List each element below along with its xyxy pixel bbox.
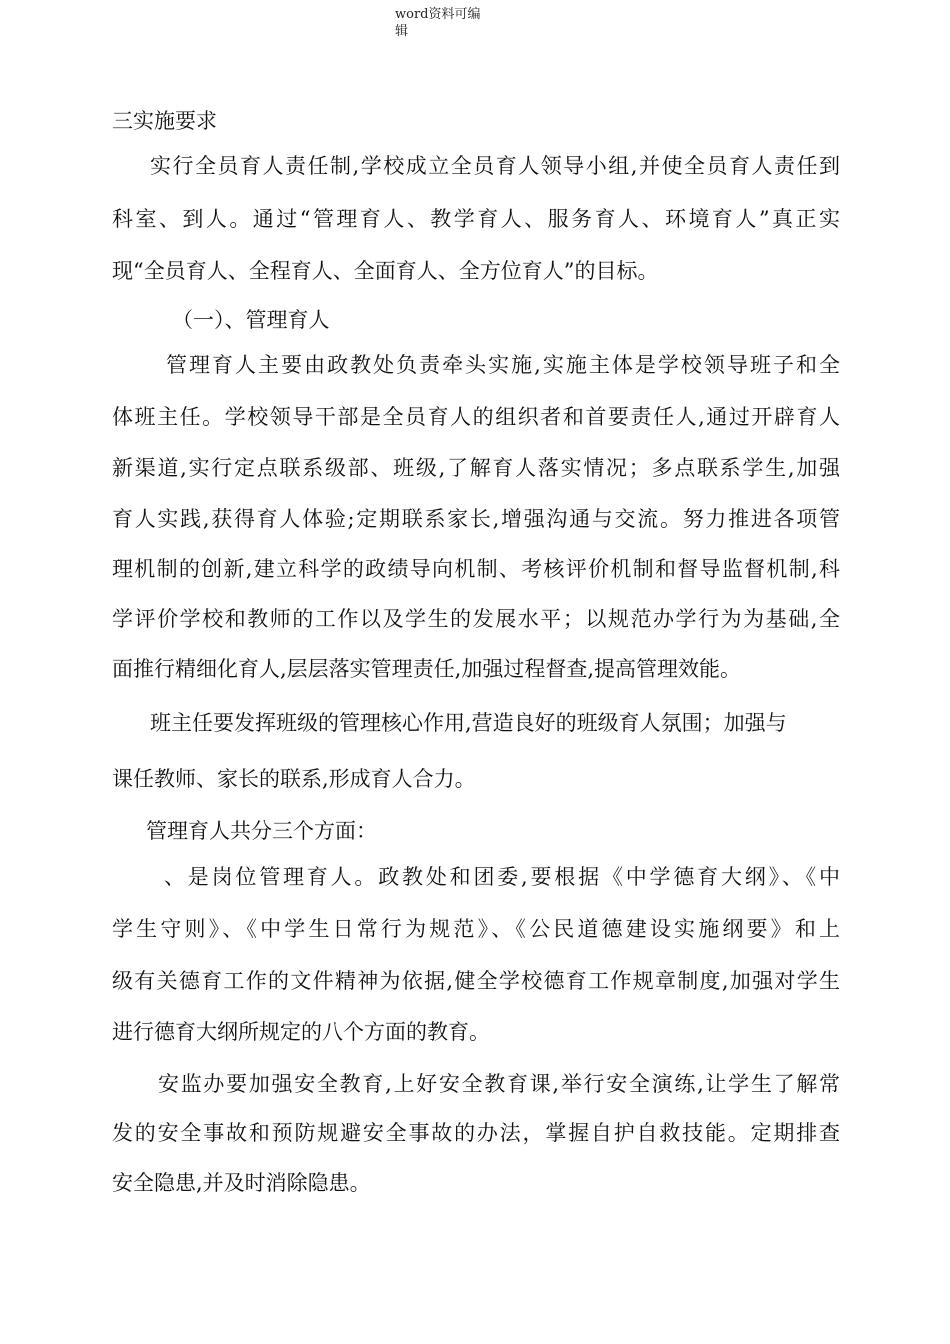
paragraph-line: 理机制的创新,建立科学的政绩导向机制、考核评价机制和督导监督机制,科 <box>112 557 840 581</box>
paragraph-line: 级有关德育工作的文件精神为依据,健全学校德育工作规章制度,加强对学生 <box>112 969 840 993</box>
section-heading: 三实施要求 <box>112 109 217 133</box>
paragraph-line: 科室、到人。通过“管理育人、教学育人、服务育人、环境育人”真正实 <box>112 207 840 231</box>
paragraph-line: 安监办要加强安全教育,上好安全教育课,举行安全演练,让学生了解常 <box>158 1072 840 1096</box>
paragraph-line: 学生守则》、《中学生日常行为规范》、《公民道德建设实施纲要》和上 <box>112 917 840 941</box>
paragraph-line: 现“全员育人、全程育人、全面育人、全方位育人”的目标。 <box>112 259 659 283</box>
paragraph-line: 管理育人共分三个方面： <box>146 819 377 843</box>
paragraph-line: 进行德育大纲所规定的八个方面的教育。 <box>112 1020 490 1044</box>
paragraph-line: 发的安全事故和预防规避安全事故的办法，掌握自护自救技能。定期排查 <box>112 1121 840 1145</box>
page-header: word资料可编辑 <box>395 7 481 39</box>
paragraph-line: 新渠道,实行定点联系级部、班级,了解育人落实情况；多点联系学生,加强 <box>112 456 840 480</box>
paragraph-line: 面推行精细化育人,层层落实管理责任,加强过程督查,提高管理效能。 <box>112 657 742 681</box>
paragraph-line: 体班主任。学校领导干部是全员育人的组织者和首要责任人,通过开辟育人 <box>112 405 840 429</box>
paragraph-line: 管理育人主要由政教处负责牵头实施,实施主体是学校领导班子和全 <box>166 353 840 377</box>
paragraph-line: 育人实践,获得育人体验;定期联系家长,增强沟通与交流。努力推进各项管 <box>112 507 840 531</box>
paragraph-line: 安全隐患,并及时消除隐患。 <box>112 1171 371 1195</box>
paragraph-line: 学评价学校和教师的工作以及学生的发展水平；以规范办学行为为基础,全 <box>112 607 840 631</box>
paragraph-line: 课任教师、家长的联系,形成育人合力。 <box>112 767 476 791</box>
paragraph-line: 班主任要发挥班级的管理核心作用,营造良好的班级育人氛围；加强与 <box>150 711 787 735</box>
paragraph-line: 、是岗位管理育人。政教处和团委,要根据《中学德育大纲》、《中 <box>164 865 840 889</box>
paragraph-line: 实行全员育人责任制,学校成立全员育人领导小组,并使全员育人责任到 <box>150 154 840 178</box>
subsection-heading: （一）、管理育人 <box>172 308 330 332</box>
